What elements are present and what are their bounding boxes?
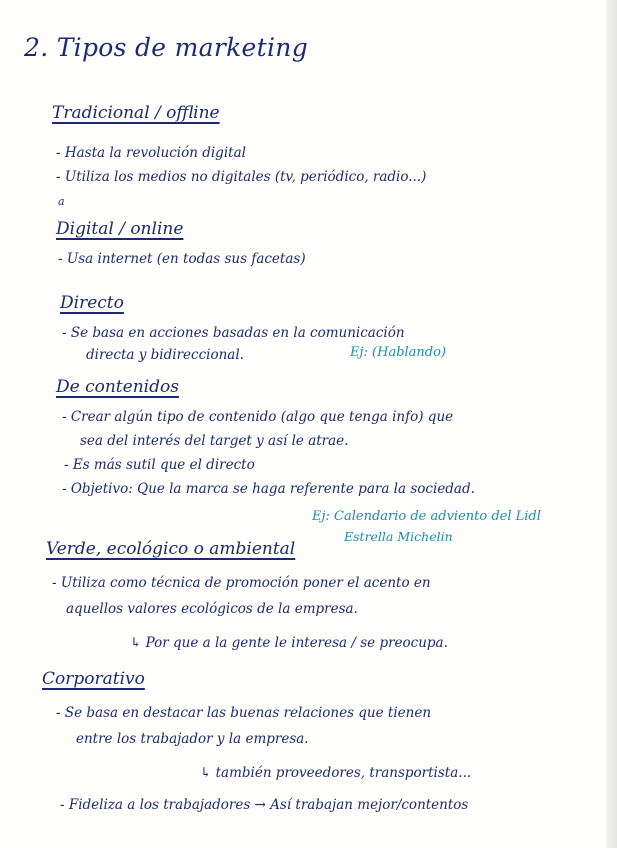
tradicional-line-1: - Hasta la revolución digital (56, 145, 246, 161)
directo-example (350, 345, 446, 360)
page-title: 2. Tipos de marketing (24, 33, 308, 62)
heading-contenidos: De contenidos (56, 377, 179, 397)
contenidos-line-1: - Crear algún tipo de contenido (algo que tenga info) que (62, 409, 454, 425)
heading-verde: Verde, ecológico o ambiental (46, 539, 296, 559)
digital-marker: a (58, 195, 65, 208)
contenidos-line-4: - Objetivo: Que la marca se haga referente para la sociedad. (62, 481, 475, 497)
corporativo-line-1: - Se basa en destacar las buenas relaciones que tienen (56, 705, 432, 721)
corporativo-line-3: ↳ también proveedores, transportista... (200, 765, 472, 781)
contenidos-line-2: sea del interés del target y así le atrae. (80, 433, 349, 449)
verde-line-2: aquellos valores ecológicos de la empresa. (66, 601, 358, 617)
directo-example-text: Ej: (Hablando) (350, 345, 447, 360)
directo-line-2: directa y bidireccional. (86, 347, 244, 363)
heading-directo: Directo (60, 293, 124, 313)
contenidos-line-3: - Es más sutil que el directo (64, 457, 255, 473)
digital-line-1: - Usa internet (en todas sus facetas) (58, 251, 306, 267)
corporativo-line-4: - Fideliza a los trabajadores → Así trabajan mejor/contentos (60, 797, 469, 813)
corporativo-line-2: entre los trabajador y la empresa. (76, 731, 309, 747)
contenidos-example-1: Ej: Calendario de adviento del Lidl (312, 509, 541, 524)
verde-line-3: ↳ Por que a la gente le interesa / se preocupa. (130, 635, 448, 651)
heading-corporativo: Corporativo (42, 669, 145, 689)
heading-tradicional: Tradicional / offline (52, 103, 220, 123)
directo-line-1: - Se basa en acciones basadas en la comunicación (62, 325, 405, 341)
contenidos-example-2: Estrella Michelin (344, 529, 453, 544)
heading-digital: Digital / online (56, 219, 184, 239)
page-edge-shadow (606, 0, 617, 848)
tradicional-line-2: - Utiliza los medios no digitales (tv, periódico, radio...) (56, 169, 427, 185)
verde-line-1: - Utiliza como técnica de promoción poner el acento en (52, 575, 431, 591)
